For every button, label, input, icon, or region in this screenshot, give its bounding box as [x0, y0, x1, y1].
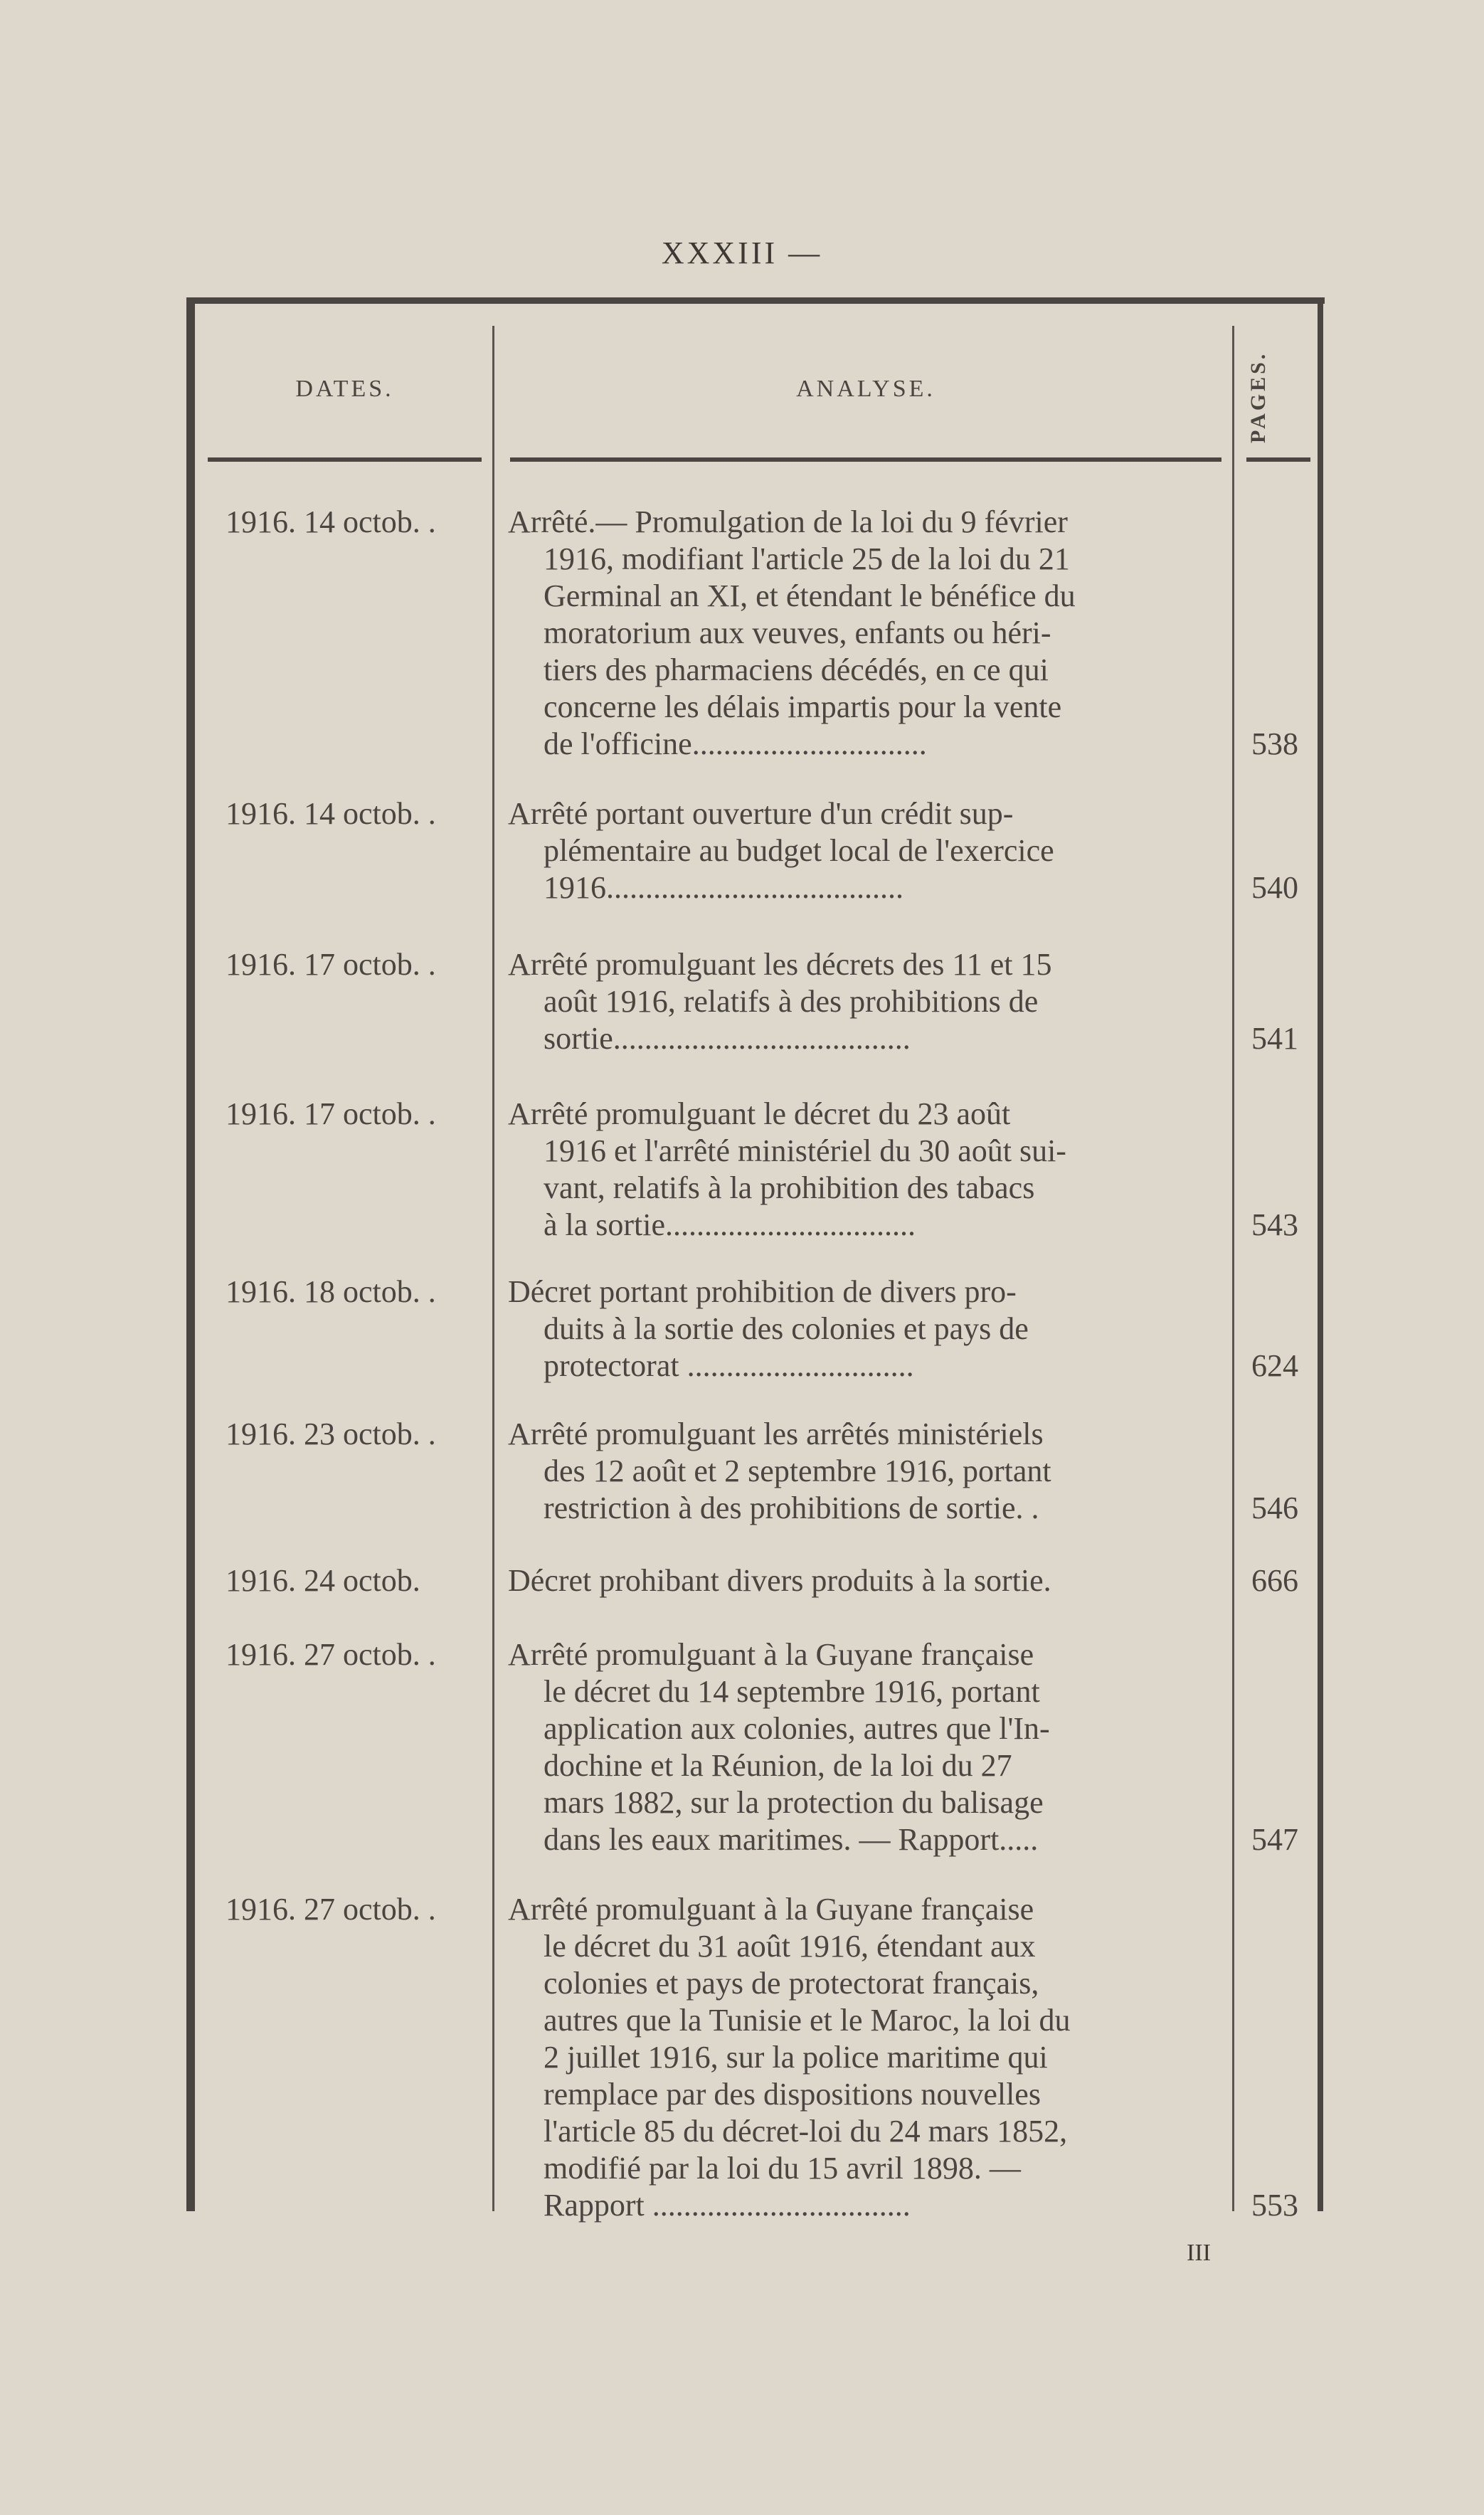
entry-page: 543 — [1251, 1207, 1298, 1242]
entry-analysis — [508, 504, 1226, 763]
entry-date: 1916. 23 octob. . — [226, 1417, 436, 1451]
analysis-line: sortie...................................... — [544, 1021, 911, 1056]
column-separator-dates — [492, 326, 494, 2211]
analysis-line: restriction à des prohibitions de sortie. . — [544, 1491, 1039, 1525]
analysis-line: tiers des pharmaciens décédés, en ce qui — [544, 652, 1049, 687]
analysis-line: août 1916, relatifs à des prohibitions de — [544, 984, 1039, 1019]
entry-date: 1916. 14 octob. . — [226, 796, 436, 831]
header-rule-dates — [208, 457, 482, 462]
analysis-line: 1916...................................... — [544, 870, 903, 905]
analysis-line: plémentaire au budget local de l'exercice — [544, 833, 1054, 868]
analysis-line: duits à la sortie des colonies et pays de — [544, 1311, 1029, 1346]
analysis-line: Décret portant prohibition de divers pro- — [508, 1274, 1017, 1309]
header-rule-analyse — [510, 457, 1221, 462]
entry-date: 1916. 17 octob. . — [226, 947, 436, 982]
analysis-line: Arrêté portant ouverture d'un crédit sup- — [508, 796, 1014, 831]
analysis-line: moratorium aux veuves, enfants ou héri- — [544, 615, 1051, 650]
analysis-line: Germinal an XI, et étendant le bénéfice du — [544, 578, 1076, 613]
analysis-line: dochine et la Réunion, de la loi du 27 — [544, 1748, 1012, 1783]
entry-page: 546 — [1251, 1491, 1298, 1525]
analysis-line: 1916 et l'arrêté ministériel du 30 août sui- — [544, 1133, 1066, 1168]
entry-page: 538 — [1251, 726, 1298, 761]
entry-date: 1916. 24 octob. — [226, 1563, 420, 1598]
column-header-dates: DATES. — [295, 376, 394, 402]
analysis-line: Arrêté promulguant à la Guyane française — [508, 1637, 1034, 1672]
analysis-line: Arrêté promulguant à la Guyane française — [508, 1892, 1034, 1927]
analysis-line: Arrêté promulguant les arrêtés ministériels — [508, 1417, 1044, 1451]
analysis-line: dans les eaux maritimes. — Rapport..... — [544, 1822, 1039, 1857]
entry-analysis — [508, 795, 1226, 906]
entry-analysis — [508, 1891, 1226, 2224]
analysis-line: l'article 85 du décret-loi du 24 mars 1852, — [544, 2114, 1068, 2149]
entry-page: 540 — [1251, 870, 1298, 905]
index-table — [186, 297, 1332, 2223]
analysis-line: Arrêté promulguant le décret du 23 août — [508, 1096, 1011, 1131]
entry-analysis — [508, 1096, 1226, 1244]
analysis-line: 2 juillet 1916, sur la police maritime qui — [544, 2040, 1048, 2075]
top-rule — [186, 297, 1325, 304]
entry-analysis — [508, 1416, 1226, 1527]
analysis-line: Arrêté.— Promulgation de la loi du 9 février — [508, 504, 1068, 539]
entry-page: 666 — [1251, 1563, 1298, 1598]
analysis-line: Rapport ................................. — [544, 2188, 911, 2223]
entry-page: 541 — [1251, 1021, 1298, 1056]
analysis-line: le décret du 14 septembre 1916, portant — [544, 1674, 1040, 1709]
entry-page: 624 — [1251, 1348, 1298, 1383]
analysis-line: Arrêté promulguant les décrets des 11 et 15 — [508, 947, 1052, 982]
entry-date: 1916. 14 octob. . — [226, 504, 436, 539]
right-border — [1318, 297, 1323, 2211]
analysis-line: de l'officine.............................. — [544, 726, 927, 761]
entry-date: 1916. 18 octob. . — [226, 1274, 436, 1309]
entry-analysis — [508, 1562, 1226, 1599]
analysis-line: le décret du 31 août 1916, étendant aux — [544, 1929, 1036, 1964]
analysis-line: colonies et pays de protectorat français, — [544, 1966, 1039, 2001]
analysis-line: remplace par des dispositions nouvelles — [544, 2077, 1041, 2112]
analysis-line: mars 1882, sur la protection du balisage — [544, 1785, 1044, 1820]
analysis-line: Décret prohibant divers produits à la sortie. — [508, 1563, 1051, 1598]
entry-date: 1916. 27 octob. . — [226, 1892, 436, 1927]
header-rule-pages — [1246, 457, 1310, 462]
signature-mark: III — [1187, 2240, 1211, 2266]
entry-date: 1916. 17 octob. . — [226, 1096, 436, 1131]
column-header-pages: PAGES. — [1246, 351, 1270, 443]
entry-page: 553 — [1251, 2188, 1298, 2223]
analysis-line: application aux colonies, autres que l'In- — [544, 1711, 1050, 1746]
entry-date: 1916. 27 octob. . — [226, 1637, 436, 1672]
left-border — [186, 297, 195, 2211]
analysis-line: autres que la Tunisie et le Maroc, la loi du — [544, 2003, 1071, 2038]
column-separator-pages — [1232, 326, 1234, 2211]
column-header-analyse: ANALYSE. — [796, 376, 936, 402]
analysis-line: des 12 août et 2 septembre 1916, portant — [544, 1454, 1051, 1488]
entry-page: 547 — [1251, 1822, 1298, 1857]
analysis-line: à la sortie................................ — [544, 1207, 916, 1242]
analysis-line: modifié par la loi du 15 avril 1898. — — [544, 2151, 1021, 2186]
analysis-line: concerne les délais impartis pour la vente — [544, 689, 1062, 724]
analysis-line: 1916, modifiant l'article 25 de la loi du 21 — [544, 541, 1070, 576]
analysis-line: vant, relatifs à la prohibition des tabacs — [544, 1170, 1035, 1205]
page-header: XXXIII — — [661, 235, 823, 270]
entry-analysis — [508, 946, 1226, 1057]
analysis-line: protectorat ............................. — [544, 1348, 914, 1383]
entry-analysis — [508, 1274, 1226, 1384]
entry-analysis — [508, 1636, 1226, 1858]
